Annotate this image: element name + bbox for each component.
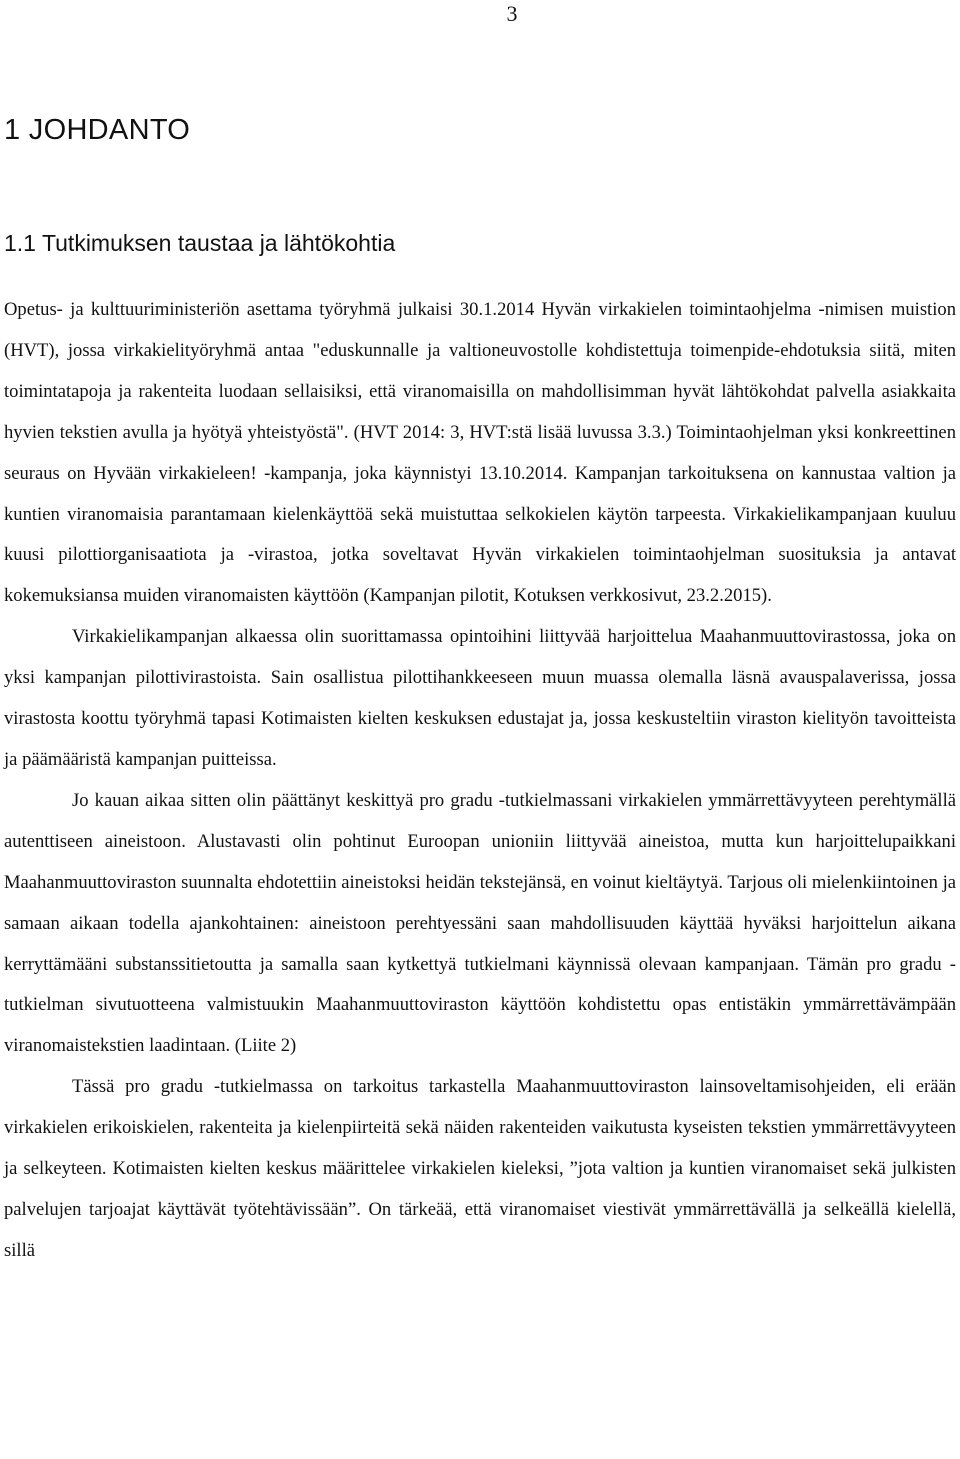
page-number: 3: [506, 1, 518, 26]
body-text: [4, 290, 956, 1272]
paragraph-4: Tässä pro gradu -tutkielmassa on tarkoitus tarkastella Maahanmuuttoviraston lainsoveltamisohjeiden, eli erään virkakielen erikoiskielen, rakenteita ja kielenpiirteitä sekä näiden rakenteiden vaikutusta kyseisten tekstien ymmärrettävyyteen ja selkeyteen. Kotimaisten kielten keskus määrittelee virkakielen kieleksi, ”jota valtion ja kuntien viranomaiset sekä julkisten palvelujen tarjoajat käyttävät työtehtävissään”. On tärkeää, että viranomaiset viestivät ymmärrettävällä ja selkeällä kielellä, sillä: [4, 1076, 956, 1261]
paragraph-3: Jo kauan aikaa sitten olin päättänyt keskittyä pro gradu -tutkielmassani virkakielen ymmärrettävyyteen perehtymällä autenttiseen aineistoon. Alustavasti olin pohtinut Euroopan unioniin liittyvää aineistoa, mutta kun harjoittelupaikkani Maahanmuuttoviraston suunnalta ehdotettiin aineistoksi heidän tekstejänsä, en voinut kieltäytyä. Tarjous oli mielenkiintoinen ja samaan aikaan todella ajankohtainen: aineistoon perehtyessäni saan mahdollisuuden käyttää hyväksi harjoittelun aikana kerryttämääni substanssitietoutta ja samalla saan kytkettyä tutkielmani käynnissä olevaan kampanjaan. Tämän pro gradu -tutkielman sivutuotteena valmistuukin Maahanmuuttoviraston käyttöön kohdistettu opas entistäkin ymmärrettävämpään viranomaistekstien laadintaan. (Liite 2): [4, 789, 956, 1057]
paragraph-1: Opetus- ja kulttuuriministeriön asettama työryhmä julkaisi 30.1.2014 Hyvän virkakielen toimintaohjelma -nimisen muistion (HVT), jossa virkakielityöryhmä antaa "eduskunnalle ja valtioneuvostolle kohdistettuja toimenpide-ehdotuksia siitä, miten toimintatapoja ja rakenteita luodaan sellaisiksi, että viranomaisilla on mahdollisimman hyvät lähtökohdat palvella asiakkaita hyvien tekstien avulla ja hyötyä yhteistyöstä". (HVT 2014: 3, HVT:stä lisää luvussa 3.3.) Toimintaohjelman yksi konkreettinen seuraus on Hyvään virkakieleen! -kampanja, joka käynnistyi 13.10.2014. Kampanjan tarkoituksena on kannustaa valtion ja kuntien viranomaisia parantamaan kielenkäyttöä sekä muistuttaa selkokielen käytön tarpeesta. Virkakielikampanjaan kuuluu kuusi pilottiorganisaatiota ja -virastoa, jotka soveltavat Hyvän virkakielen toimintaohjelman suosituksia ja antavat kokemuksiansa muiden viranomaisten käyttöön (Kampanjan pilotit, Kotuksen verkkosivut, 23.2.2015).: [4, 299, 956, 607]
section-heading: 1.1 Tutkimuksen taustaa ja lähtökohtia: [4, 230, 396, 256]
chapter-heading: 1 JOHDANTO: [4, 114, 191, 146]
paragraph-2: Virkakielikampanjan alkaessa olin suorittamassa opintoihini liittyvää harjoittelua Maahanmuuttovirastossa, joka on yksi kampanjan pilottivirastoista. Sain osallistua pilottihankkeeseen muun muassa olemalla läsnä avauspalaverissa, jossa virastosta koottu työryhmä tapasi Kotimaisten kielten keskuksen edustajat ja, jossa keskusteltiin viraston kielityön tavoitteista ja päämääristä kampanjan puitteissa.: [4, 626, 956, 770]
